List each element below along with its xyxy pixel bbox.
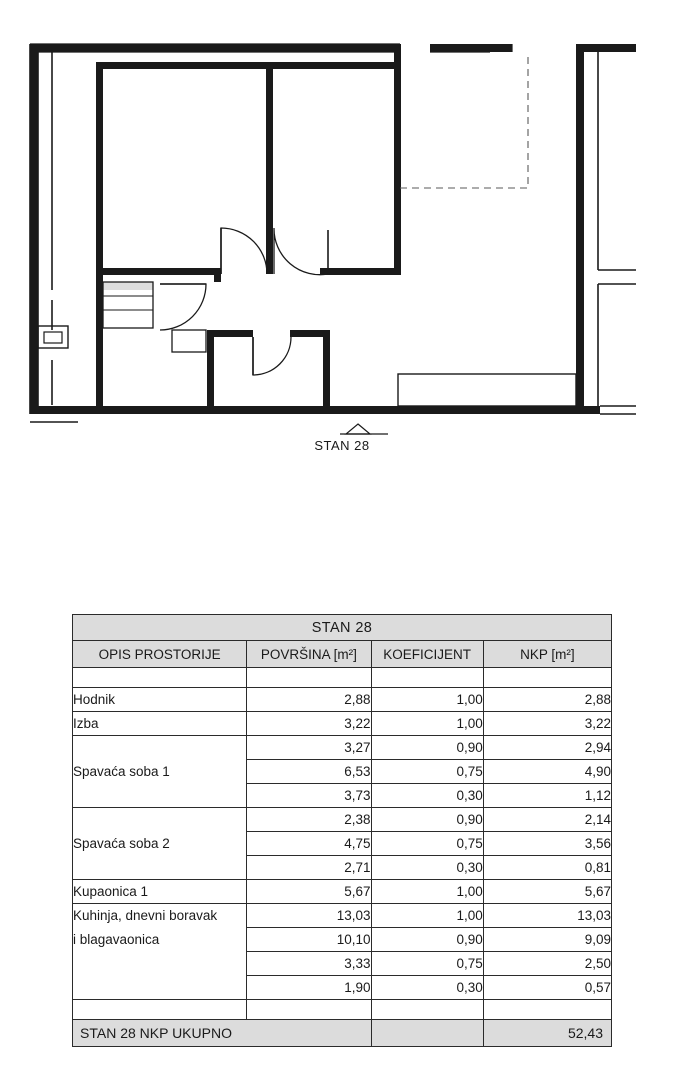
spacer-cell [73,668,247,688]
total-value: 52,43 [483,1020,611,1047]
room-name-cont [73,952,247,976]
room-area: 1,90 [247,976,371,1000]
room-coefficient: 0,75 [371,760,483,784]
room-area: 3,33 [247,952,371,976]
room-nkp: 4,90 [483,760,611,784]
room-name: Kuhinja, dnevni boravak [73,904,247,928]
blank-cell [371,1000,483,1020]
room-coefficient: 1,00 [371,904,483,928]
plan-unit-label: STAN 28 [314,438,370,453]
table-row [73,976,612,1000]
spacer-cell [483,668,611,688]
total-empty-cell [371,1020,483,1047]
table-title: STAN 28 [73,615,612,641]
room-nkp: 2,50 [483,952,611,976]
header-nkp: NKP [m²] [483,641,611,668]
header-povrsina: POVRŠINA [m²] [247,641,371,668]
room-nkp: 2,88 [483,688,611,712]
room-area: 2,71 [247,856,371,880]
room-nkp: 13,03 [483,904,611,928]
room-area: 2,88 [247,688,371,712]
room-coefficient: 1,00 [371,712,483,736]
table-spacer-row [73,668,612,688]
total-label: STAN 28 NKP UKUPNO [73,1020,372,1047]
room-area: 3,27 [247,736,371,760]
table-total-row [73,1020,612,1047]
room-name-cont [73,976,247,1000]
room-area: 3,22 [247,712,371,736]
room-nkp: 0,81 [483,856,611,880]
header-opis: OPIS PROSTORIJE [73,641,247,668]
table-blank-row [73,1000,612,1020]
table-row [73,688,612,712]
room-area: 3,73 [247,784,371,808]
room-nkp: 0,57 [483,976,611,1000]
floor-plan-drawing [0,0,684,500]
spacer-cell [371,668,483,688]
table-row [73,712,612,736]
room-nkp: 9,09 [483,928,611,952]
table-row [73,904,612,928]
table-row [73,880,612,904]
room-nkp: 3,22 [483,712,611,736]
room-coefficient: 0,90 [371,928,483,952]
spacer-cell [247,668,371,688]
room-area: 10,10 [247,928,371,952]
room-name: Spavaća soba 2 [73,808,247,880]
table-row [73,736,612,760]
room-coefficient: 0,90 [371,808,483,832]
apartment-spec-table [72,614,612,1047]
room-coefficient: 1,00 [371,880,483,904]
table-row [73,808,612,832]
room-area: 2,38 [247,808,371,832]
room-coefficient: 0,75 [371,952,483,976]
room-name-line2: i blagavaonica [73,928,247,952]
blank-cell [73,1000,247,1020]
room-nkp: 5,67 [483,880,611,904]
room-coefficient: 0,30 [371,784,483,808]
header-koeficijent: KOEFICIJENT [371,641,483,668]
room-area: 5,67 [247,880,371,904]
room-coefficient: 1,00 [371,688,483,712]
room-area: 4,75 [247,832,371,856]
table-title-row [73,615,612,641]
floor-plan [0,0,684,500]
room-name: Spavaća soba 1 [73,736,247,808]
room-coefficient: 0,30 [371,856,483,880]
blank-cell [483,1000,611,1020]
table-row [73,952,612,976]
room-coefficient: 0,75 [371,832,483,856]
room-name: Kupaonica 1 [73,880,247,904]
room-nkp: 3,56 [483,832,611,856]
room-nkp: 2,14 [483,808,611,832]
room-name: Hodnik [73,688,247,712]
room-name: Izba [73,712,247,736]
table-row [73,928,612,952]
room-area: 13,03 [247,904,371,928]
room-area: 6,53 [247,760,371,784]
room-nkp: 2,94 [483,736,611,760]
room-coefficient: 0,90 [371,736,483,760]
room-coefficient: 0,30 [371,976,483,1000]
blank-cell [247,1000,371,1020]
room-nkp: 1,12 [483,784,611,808]
table-header-row [73,641,612,668]
